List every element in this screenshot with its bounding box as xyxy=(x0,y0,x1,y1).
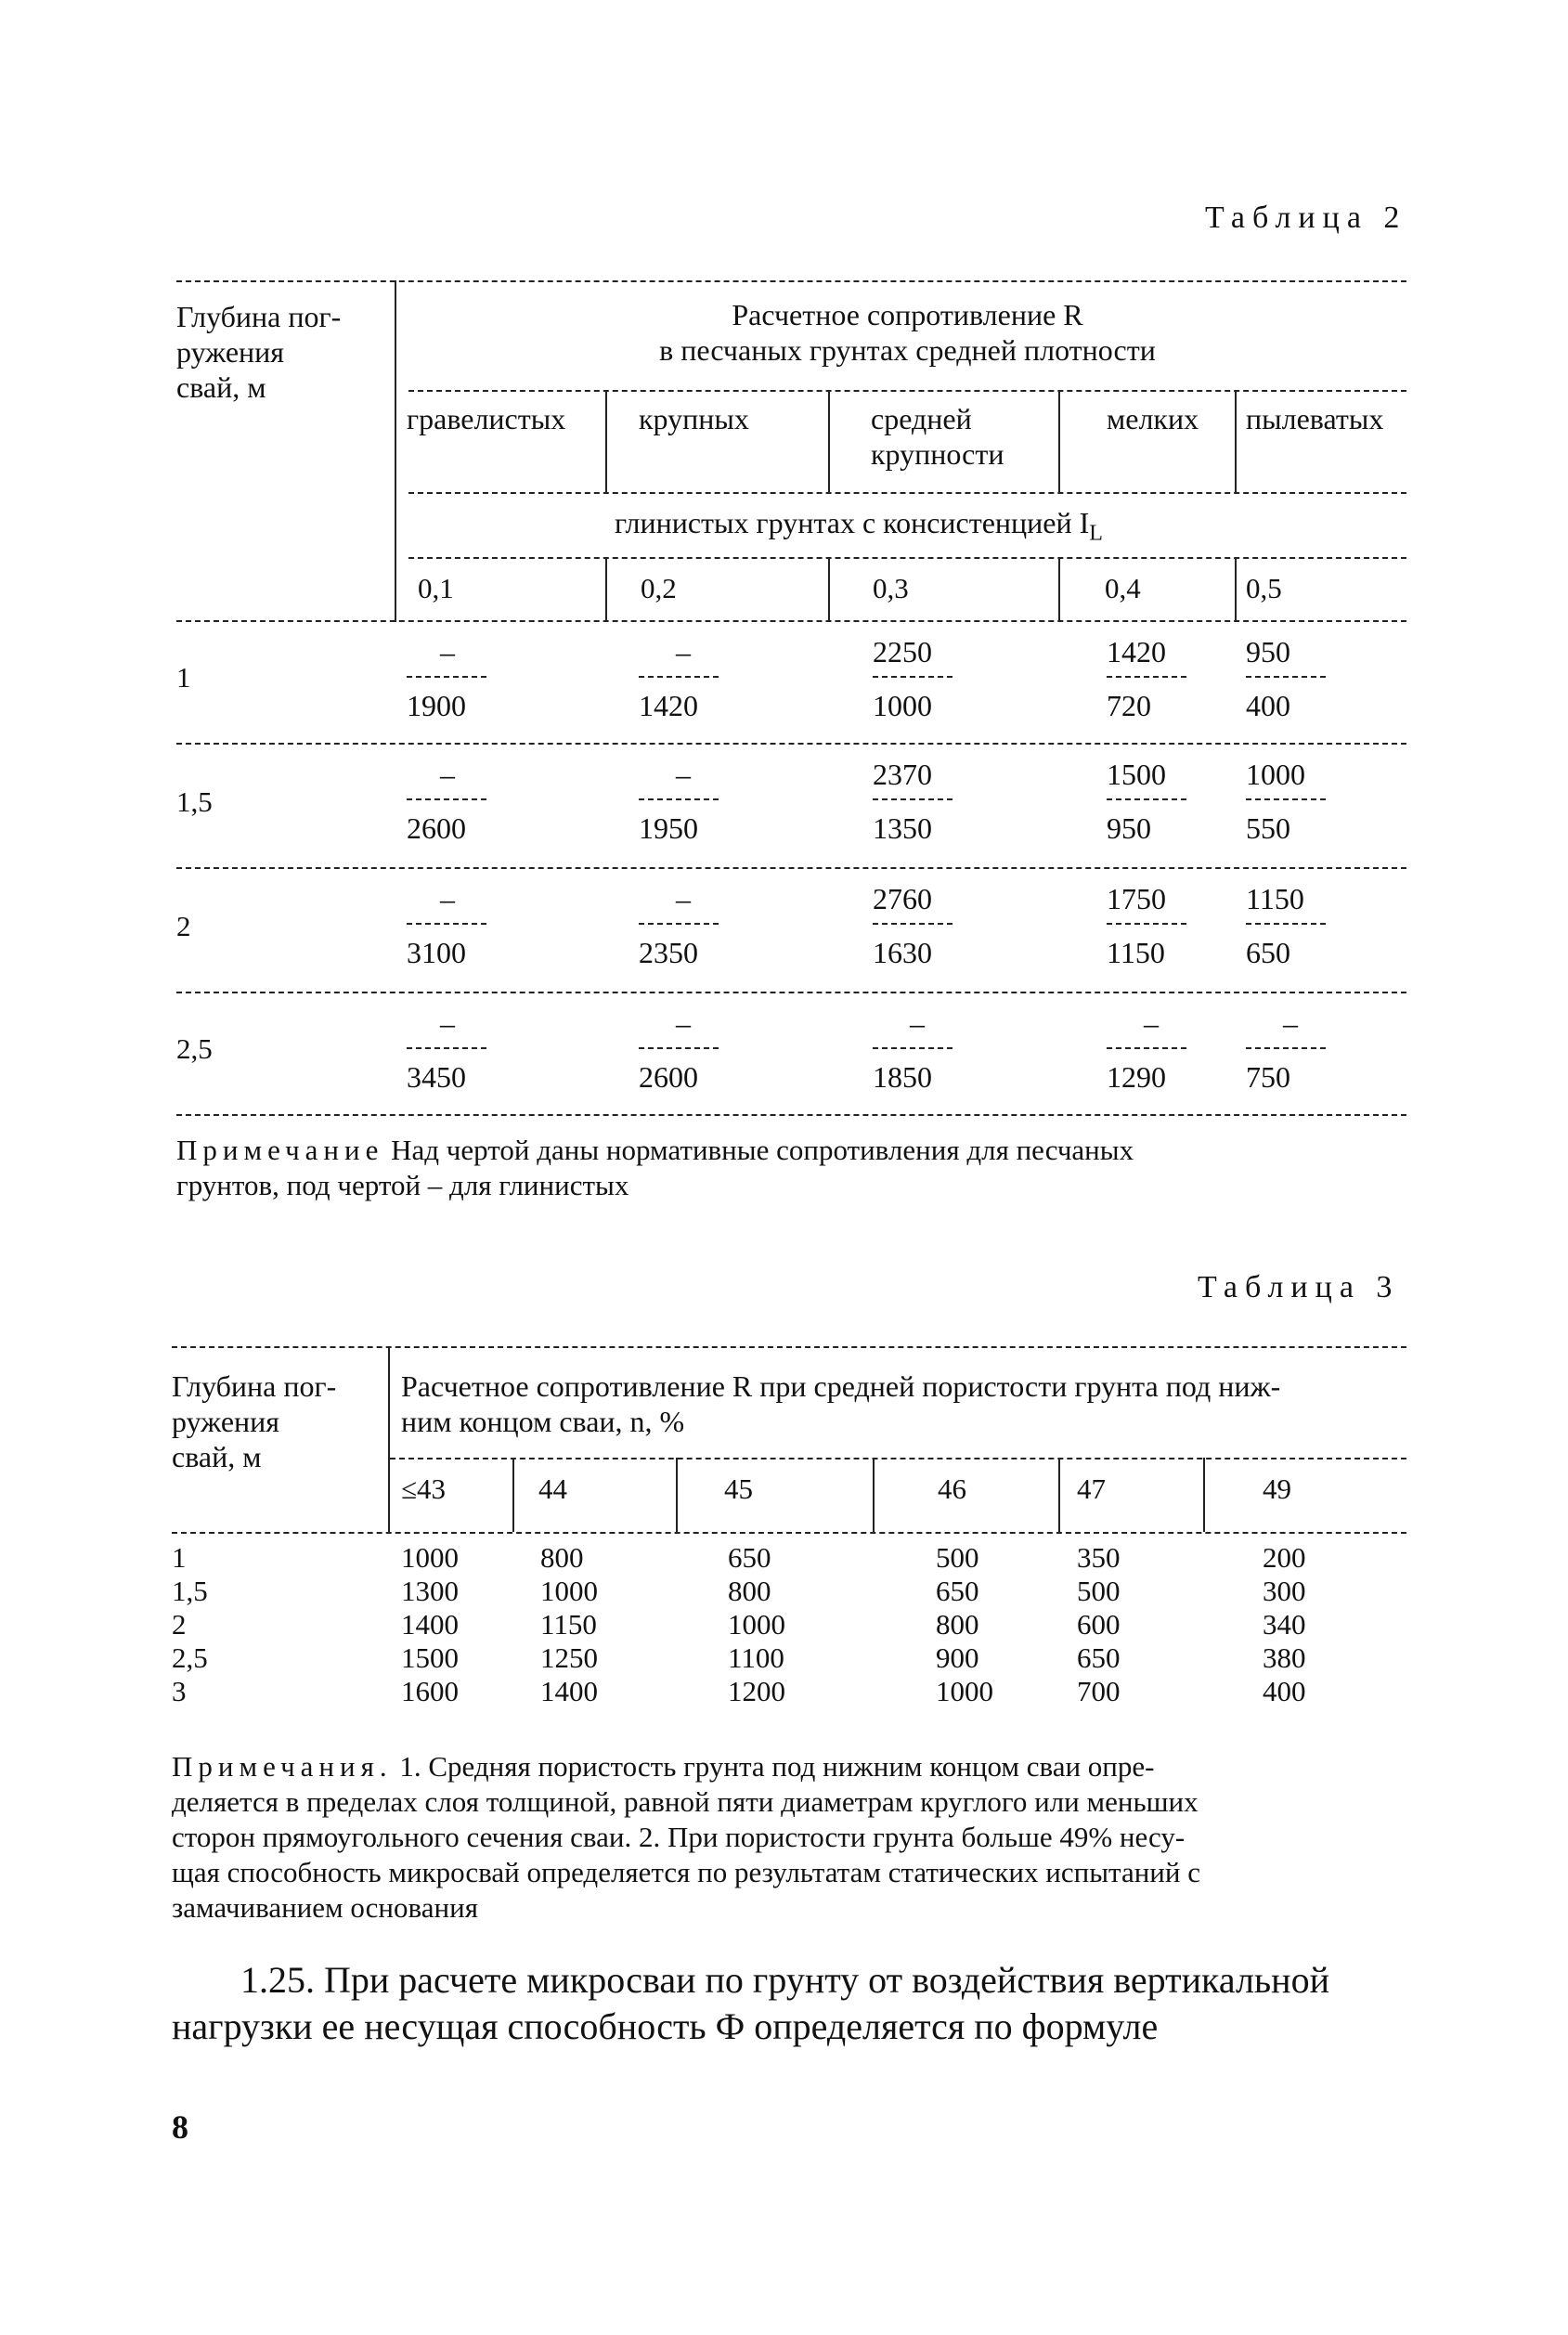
consistency-1: 0,2 xyxy=(641,572,677,604)
table3-depth-column: 1 1,5 2 2,5 3 xyxy=(172,1541,208,1707)
table2-cell: 1000 550 xyxy=(1246,758,1326,849)
table2-cell: 1150 650 xyxy=(1246,882,1326,973)
consistency-2: 0,3 xyxy=(873,572,909,604)
table2-cell: – 1290 xyxy=(1107,1006,1186,1097)
sand-type-fine: мелких xyxy=(1107,402,1199,435)
table2-cell: – 1420 xyxy=(639,635,719,726)
consistency-0: 0,1 xyxy=(418,572,454,604)
table2-header-divider xyxy=(395,280,396,622)
sand-type-gravelly: гравелистых xyxy=(407,402,566,435)
table2-cell: – 1850 xyxy=(873,1006,952,1097)
porosity-0: ≤43 xyxy=(401,1472,447,1505)
table2-cell: – 750 xyxy=(1246,1006,1326,1097)
paragraph-number: 1.25. xyxy=(240,1959,315,2001)
porosity-1: 44 xyxy=(538,1472,567,1505)
table2-cell: – 2600 xyxy=(407,758,486,849)
table2-cell: 1420 720 xyxy=(1107,635,1186,726)
table2-cell: 2760 1630 xyxy=(873,882,952,973)
table2-cell: – 1950 xyxy=(639,758,719,849)
table3-column: 650 800 1000 1100 1200 xyxy=(728,1541,785,1707)
table2-cell: 950 400 xyxy=(1246,635,1326,726)
table2-cell: – 1900 xyxy=(407,635,486,726)
table2-rule-4 xyxy=(408,557,1406,559)
table2-cell: 2370 1350 xyxy=(873,758,952,849)
table2-depth-cell: 1 xyxy=(176,661,191,694)
table2-top-rule xyxy=(176,280,1406,282)
table2-cell: – 3450 xyxy=(407,1006,486,1097)
table2-depth-cell: 2 xyxy=(176,910,191,942)
table2-cell: – 2600 xyxy=(639,1006,719,1097)
table3-column: 1000 1300 1400 1500 1600 xyxy=(401,1541,459,1707)
table3-depth-header: Глубина пог- ружения свай, м xyxy=(172,1369,337,1473)
porosity-5: 49 xyxy=(1263,1472,1291,1505)
table2-cell: – 3100 xyxy=(407,882,486,973)
sand-type-medium: средней крупности xyxy=(871,402,1004,471)
table3-rule-2 xyxy=(390,1458,1406,1459)
table2-resistance-header: Расчетное сопротивление R в песчаных грунтах средней плотности xyxy=(659,298,1156,367)
clay-consistency-header: глинистых грунтах с консистенцией $I_L$ xyxy=(615,506,1103,546)
consistency-4: 0,5 xyxy=(1246,572,1282,604)
paragraph-1-25: 1.25. При расчете микросваи по грунту от воздействия вертикальной нагрузки ее несущая способность Ф определяется по формуле xyxy=(172,1959,1329,2047)
sand-type-silty: пылеватых xyxy=(1246,402,1384,435)
table2-cell: – 2350 xyxy=(639,882,719,973)
table2-depth-cell: 1,5 xyxy=(176,785,213,818)
porosity-3: 46 xyxy=(938,1472,966,1505)
page-number: 8 xyxy=(172,2108,188,2146)
table3-notes: Примечания. 1. Средняя пористость грунта под нижним концом сваи опре- деляется в пределах слоя толщиной, равной пяти диаметрам круглого или меньших сторон прямоугольного сечения сваи. 2. При пористости грунта больше 49% несу- щая способность микросвай определяется по результатам статических испытаний с замачиванием основания xyxy=(172,1750,1200,1924)
consistency-3: 0,4 xyxy=(1105,572,1141,604)
table3-column: 800 1000 1150 1250 1400 xyxy=(540,1541,598,1707)
table2-cell: 2250 1000 xyxy=(873,635,952,726)
table3-resistance-header: Расчетное сопротивление R при средней пористости грунта под ниж- ним концом сваи, n, % xyxy=(401,1369,1281,1438)
table2-note: Примечание Над чертой даны нормативные сопротивления для песчаных грунтов, под чертой – для глинистых xyxy=(176,1134,1134,1201)
table3-column: 200 300 340 380 400 xyxy=(1263,1541,1306,1707)
sand-type-coarse: крупных xyxy=(639,402,749,435)
table2-header-bottom-rule xyxy=(176,620,1406,622)
table3-caption: Таблица 3 xyxy=(1198,1270,1400,1304)
table3-top-rule xyxy=(172,1346,1406,1348)
table3-header-bottom-rule xyxy=(172,1532,1406,1534)
table2-depth-header: Глубина пог- ружения свай, м xyxy=(176,300,342,404)
table2-bottom-rule xyxy=(176,1114,1406,1116)
porosity-2: 45 xyxy=(724,1472,753,1505)
porosity-4: 47 xyxy=(1077,1472,1106,1505)
table3-column: 350 500 600 650 700 xyxy=(1077,1541,1121,1707)
table2-caption: Таблица 2 xyxy=(1205,201,1407,235)
table2-cell: 1500 950 xyxy=(1107,758,1186,849)
table2-depth-cell: 2,5 xyxy=(176,1032,213,1065)
table3-column: 500 650 800 900 1000 xyxy=(936,1541,993,1707)
table2-rule-3 xyxy=(408,492,1406,494)
table2-rule-2 xyxy=(408,390,1406,392)
table2-cell: 1750 1150 xyxy=(1107,882,1186,973)
